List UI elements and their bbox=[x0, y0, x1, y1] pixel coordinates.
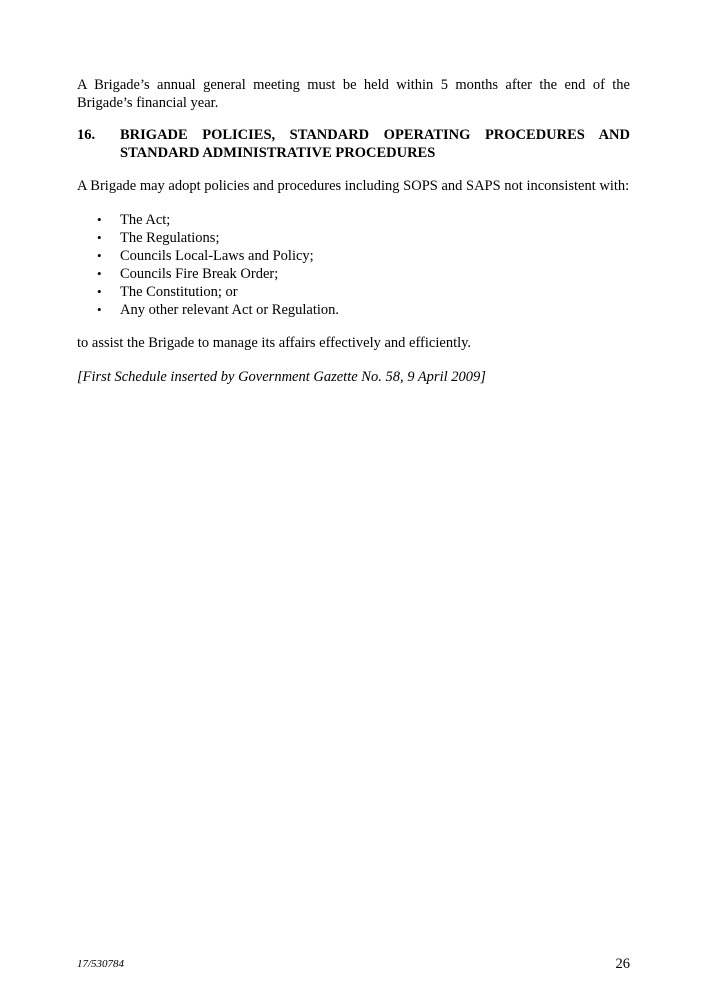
paragraph-policies-intro: A Brigade may adopt policies and procedures including SOPS and SAPS not inconsistent with: bbox=[77, 178, 630, 194]
bullet-icon: • bbox=[97, 212, 102, 227]
gazette-note: [First Schedule inserted by Government Gazette No. 58, 9 April 2009] bbox=[77, 369, 486, 385]
bullet-icon: • bbox=[97, 302, 102, 317]
policy-constraints-list bbox=[77, 211, 630, 319]
list-item-text: The Constitution; or bbox=[120, 284, 238, 300]
footer-document-reference: 17/530784 bbox=[77, 958, 125, 970]
list-item-text: The Act; bbox=[120, 212, 171, 228]
bullet-icon: • bbox=[97, 230, 102, 245]
list-item bbox=[77, 247, 630, 265]
page-number: 26 bbox=[615, 956, 630, 972]
list-item bbox=[77, 283, 630, 301]
list-item bbox=[77, 211, 630, 229]
list-item bbox=[77, 229, 630, 247]
list-item-text: Councils Fire Break Order; bbox=[120, 266, 279, 282]
list-item bbox=[77, 265, 630, 283]
list-item-text: The Regulations; bbox=[120, 230, 220, 246]
list-item-text: Any other relevant Act or Regulation. bbox=[120, 302, 340, 318]
list-item-text: Councils Local-Laws and Policy; bbox=[120, 248, 314, 264]
bullet-icon: • bbox=[97, 266, 102, 281]
bullet-icon: • bbox=[97, 248, 102, 263]
section-number: 16. bbox=[77, 127, 96, 143]
paragraph-agm: A Brigade’s annual general meeting must be held within 5 months after the end of the Brigade’s financial year. bbox=[77, 77, 630, 111]
bullet-icon: • bbox=[97, 284, 102, 299]
list-item bbox=[77, 301, 630, 319]
paragraph-purpose: to assist the Brigade to manage its affairs effectively and efficiently. bbox=[77, 335, 472, 351]
section-title: BRIGADE POLICIES, STANDARD OPERATING PROCEDURES AND STANDARD ADMINISTRATIVE PROCEDURES bbox=[120, 127, 630, 161]
